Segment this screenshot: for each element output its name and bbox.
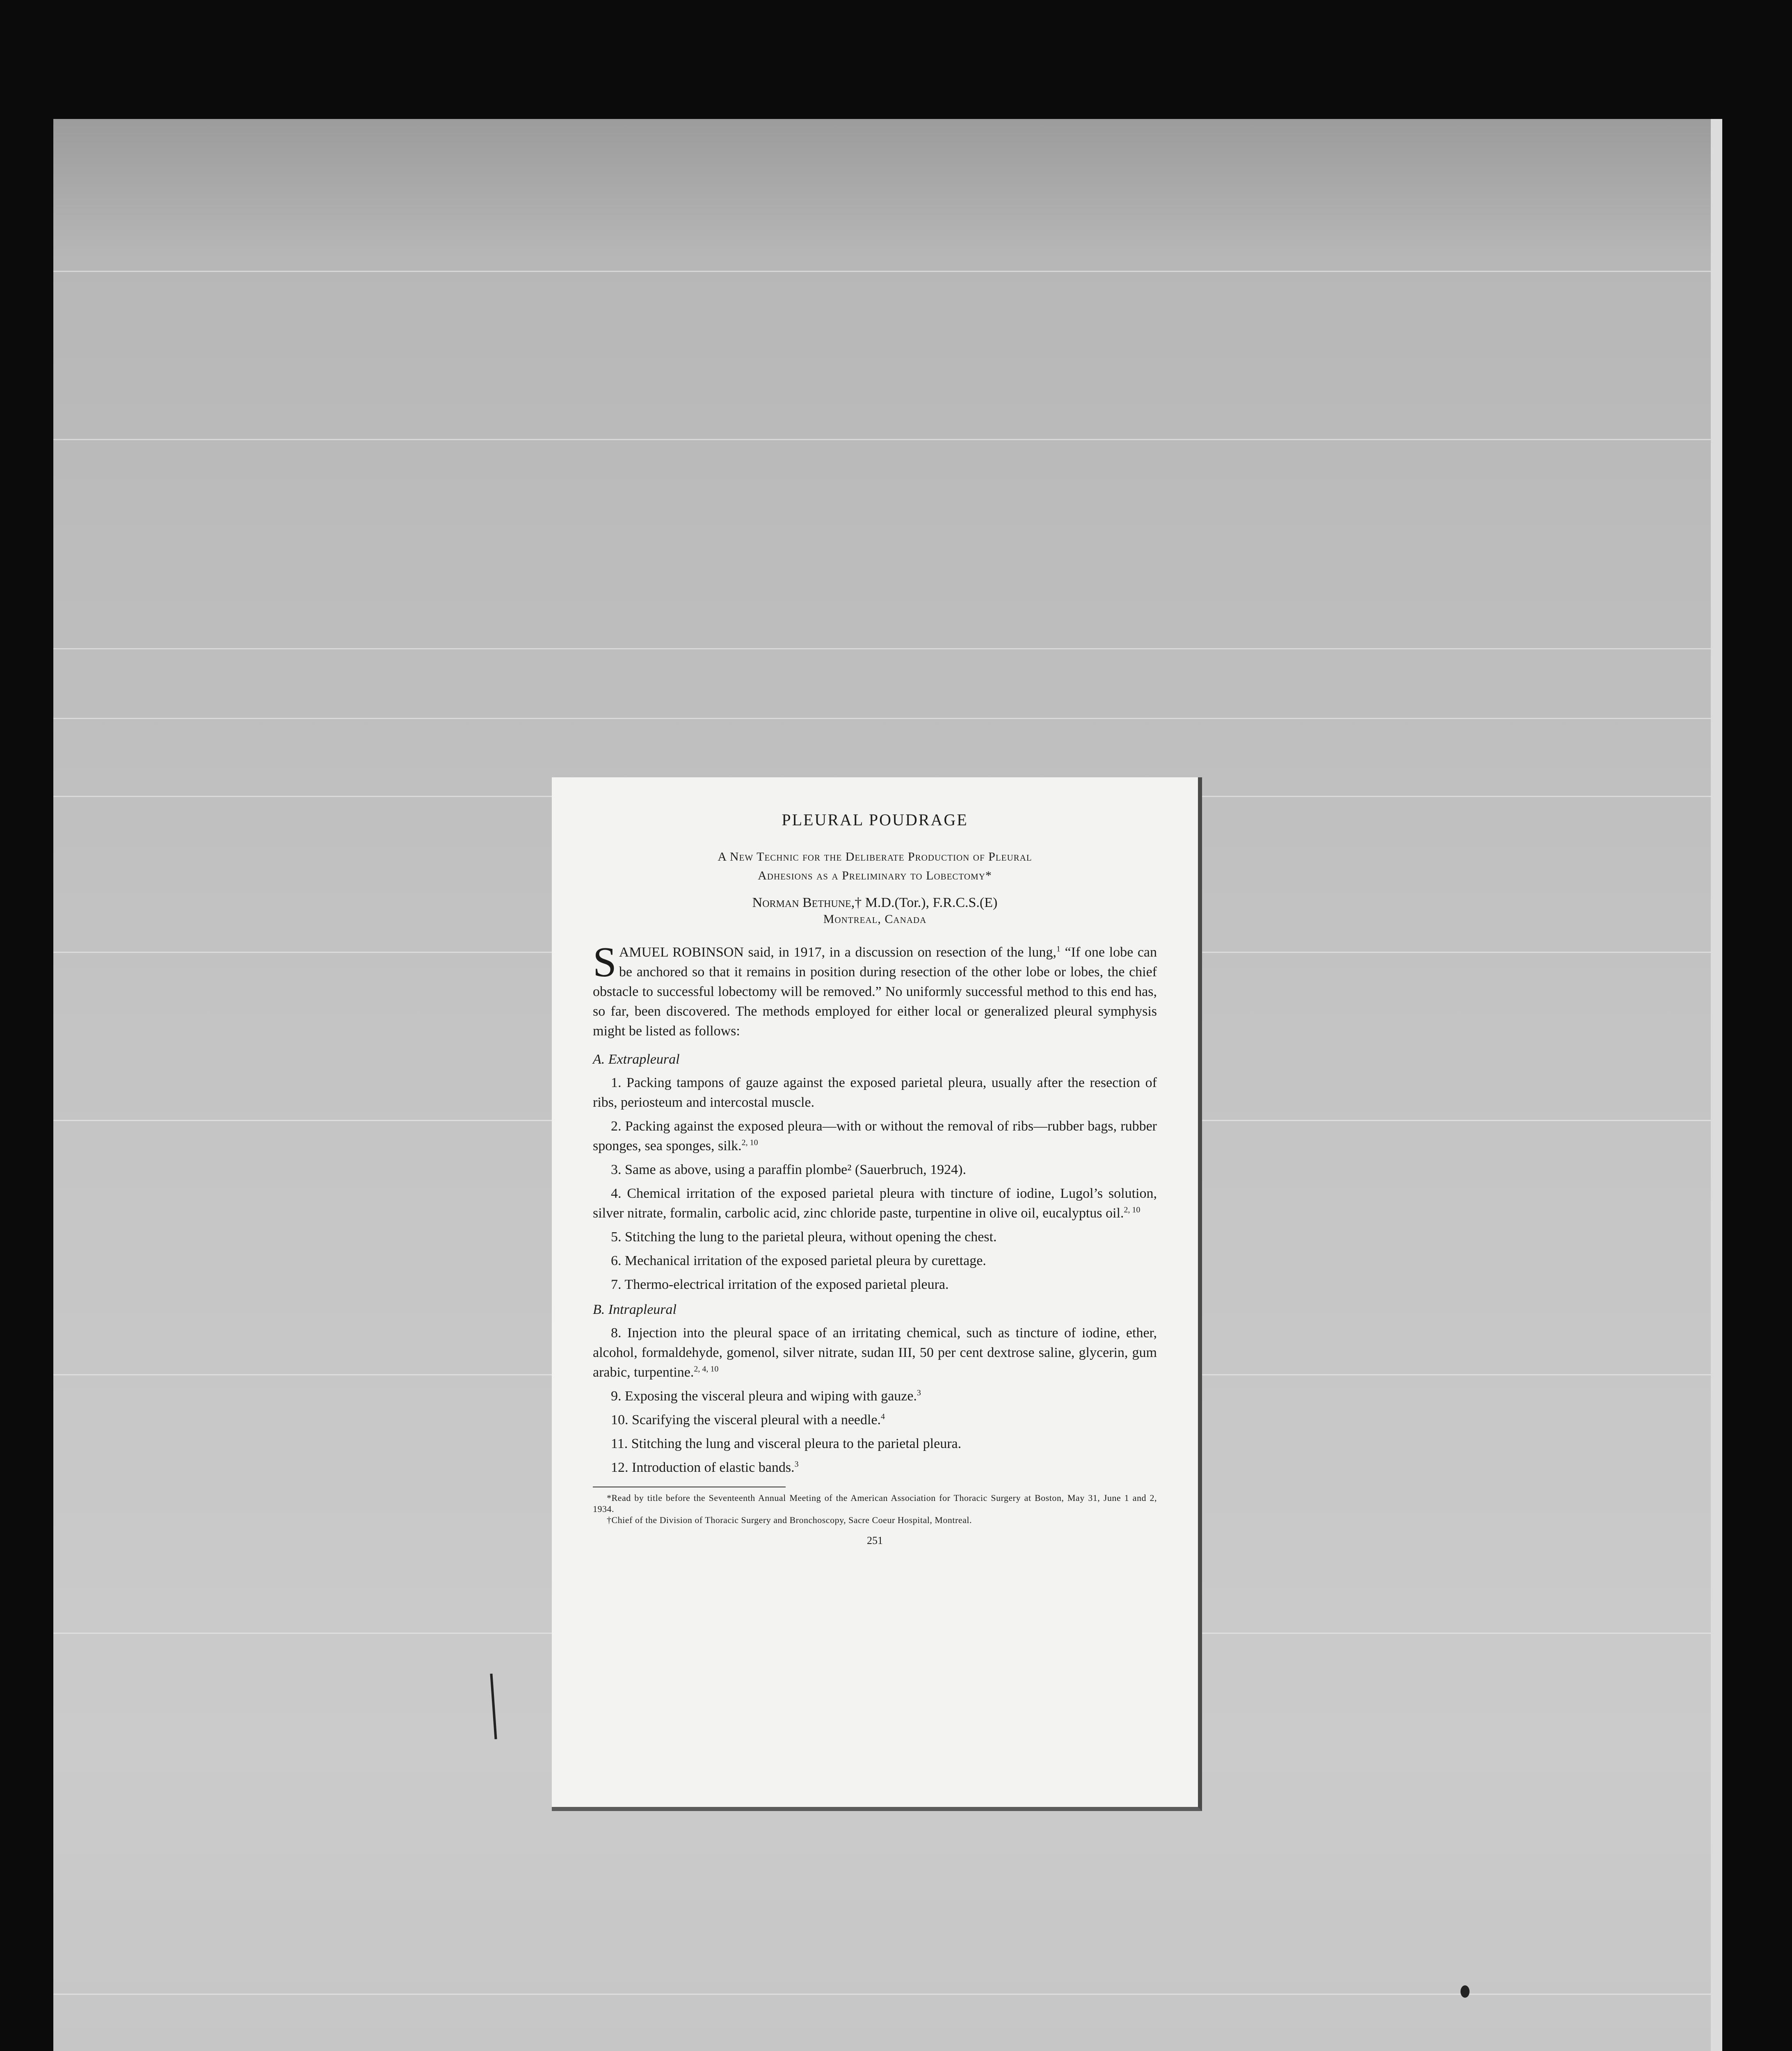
list-item: 8. Injection into the pleural space of an irritating chemical, such as tincture of iodine, ether, alcohol, formaldehyde, gomenol, silver nitrate, sudan III, 50 per cent dextrose saline, glycerin, gum arabic, turpentine.$^{2, 4, 10}$ — [593, 1325, 1157, 1380]
list-item: 3. Same as above, using a paraffin plombe² (Sauerbruch, 1924). — [611, 1162, 966, 1177]
footnote-ref: 2, 10 — [741, 1138, 758, 1147]
scan-line — [53, 648, 1711, 649]
list-item: 7. Thermo-electrical irritation of the exposed parietal pleura. — [611, 1277, 949, 1292]
subtitle-line-2: Adhesions as a Preliminary to Lobectomy* — [758, 869, 992, 882]
intro-paragraph — [593, 939, 1157, 1041]
list-item: 9. Exposing the visceral pleura and wiping with gauze.$^3$ — [611, 1388, 921, 1404]
page-number: 251 — [867, 1535, 883, 1546]
author-name: Norman Bethune, — [752, 895, 855, 910]
section-heading-intrapleural: B. Intrapleural — [593, 1302, 677, 1317]
subtitle-line-1: A New Technic for the Deliberate Production of Pleural — [718, 850, 1032, 863]
author-dagger: † — [855, 895, 862, 910]
scan-line — [53, 439, 1711, 440]
list-item: 4. Chemical irritation of the exposed parietal pleura with tincture of iodine, Lugol’s solution, silver nitrate, formalin, carbolic acid, zinc chloride paste, turpentine in olive oil, eucalyptus oil.$^{2, 10}$ — [593, 1186, 1157, 1221]
footnote-ref: 4 — [881, 1412, 885, 1421]
article-title: PLEURAL POUDRAGE — [782, 811, 968, 829]
intro-rest: “If one lobe can be anchored so that it remains in position during resection of the other lobe or lobes, the chief obstacle to successful lobectomy will be removed.” No uniformly successful method to this end has, so far, been discovered. The methods employed for either local or generalized pleural symphysis might be listed as follows: — [593, 945, 1157, 1039]
scratch-mark — [490, 1674, 497, 1739]
list-item: 12. Introduction of elastic bands.$^3$ — [611, 1459, 799, 1475]
intro-text: AMUEL ROBINSON said, in 1917, in a discussion on resection of the lung, — [619, 945, 1056, 960]
list-item: 2. Packing against the exposed pleura—with or without the removal of ribs—rubber bags, rubber sponges, sea sponges, silk.$^{2, 10}$ — [593, 1119, 1157, 1153]
author-line — [593, 893, 1157, 912]
list-item: 1. Packing tampons of gauze against the exposed parietal pleura, usually after the resection of ribs, periosteum and intercostal muscle. — [593, 1075, 1157, 1110]
list-item: 11. Stitching the lung and visceral pleura to the parietal pleura. — [611, 1436, 962, 1451]
list-item: 5. Stitching the lung to the parietal pleura, without opening the chest. — [611, 1229, 997, 1245]
dust-spot — [1461, 1985, 1470, 1998]
footnote-ref: 2, 10 — [1124, 1205, 1141, 1215]
article-subtitle — [593, 847, 1157, 885]
author-location: Montreal, Canada — [823, 912, 927, 926]
footnote-ref: 2, 4, 10 — [694, 1364, 719, 1374]
footnote: *Read by title before the Seventeenth Annual Meeting of the American Association for Thoracic Surgery at Boston, May 31, June 1 and 2, 1934. — [593, 1493, 1157, 1514]
article-page — [552, 777, 1202, 1811]
section-heading-extrapleural: A. Extrapleural — [593, 1052, 680, 1067]
author-degrees: M.D.(Tor.), F.R.C.S.(E) — [862, 895, 998, 910]
drop-cap: S — [593, 939, 617, 986]
scan-line — [53, 271, 1711, 272]
footnote-ref: 1 — [1056, 944, 1061, 954]
footnote-ref: 3 — [917, 1388, 921, 1398]
footnote: †Chief of the Division of Thoracic Surgery and Bronchoscopy, Sacre Coeur Hospital, Montreal. — [607, 1515, 972, 1525]
scan-line — [53, 718, 1711, 719]
list-item: 6. Mechanical irritation of the exposed parietal pleura by curettage. — [611, 1253, 986, 1268]
footnote-ref: 3 — [794, 1459, 799, 1469]
list-item: 10. Scarifying the visceral pleural with a needle.$^4$ — [611, 1412, 885, 1427]
